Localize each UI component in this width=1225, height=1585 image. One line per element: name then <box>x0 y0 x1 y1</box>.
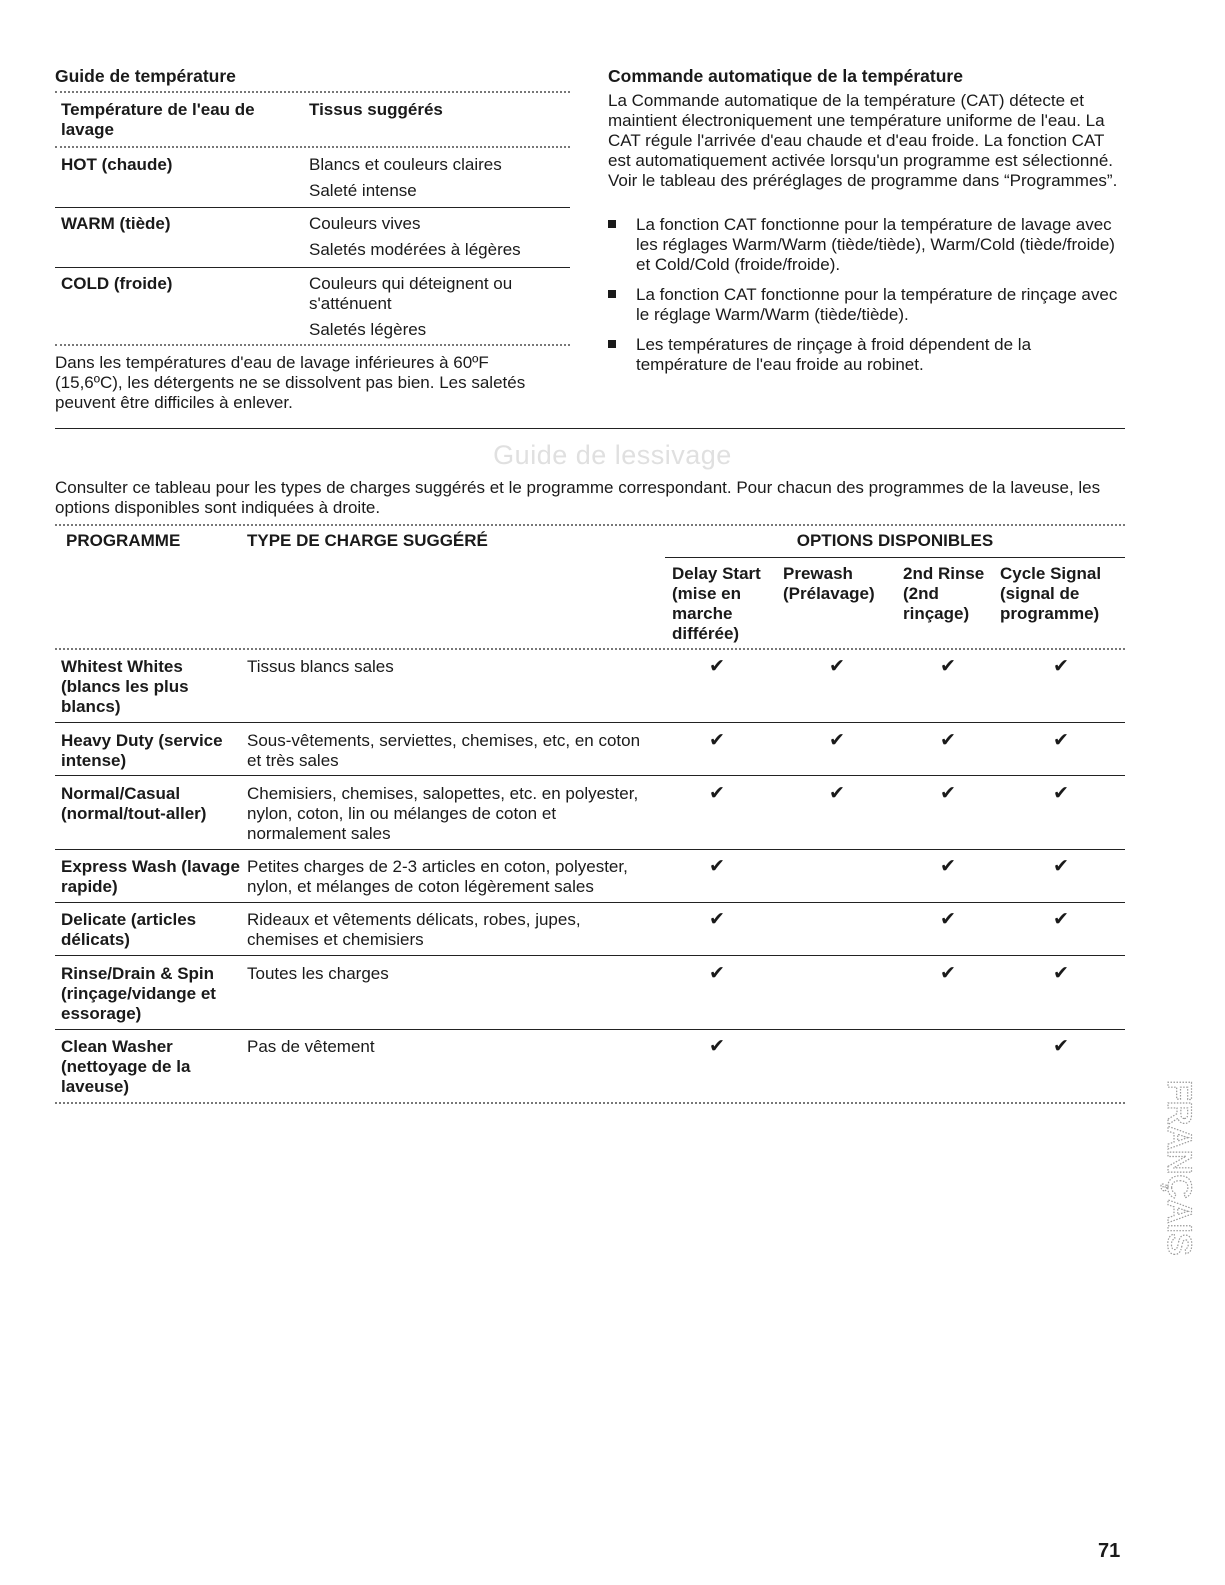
cat-title: Commande automatique de la température <box>608 66 963 86</box>
row-divider <box>55 902 1125 903</box>
temperature-label: HOT (chaude) <box>61 155 173 174</box>
check-icon: ✔ <box>1053 909 1069 930</box>
language-tab <box>1140 1080 1198 1350</box>
fabric-item: Couleurs qui déteignent ou s'atténuent <box>309 274 513 313</box>
list-item <box>608 335 1123 375</box>
program-load: Rideaux et vêtements délicats, robes, jupes, chemises et chemisiers <box>247 910 581 949</box>
divider <box>55 648 1125 650</box>
header-program: PROGRAMME <box>66 531 181 550</box>
program-load: Sous-vêtements, serviettes, chemises, etc, en coton et très sales <box>247 731 641 770</box>
header-options: OPTIONS DISPONIBLES <box>796 531 994 550</box>
fabric-item: Saleté intense <box>309 181 417 200</box>
temperature-label: WARM (tiède) <box>61 214 171 233</box>
program-load: Toutes les charges <box>247 964 389 983</box>
bullet-text: Les températures de rinçage à froid dépendent de la température de l'eau froide au robinet. <box>636 335 1032 374</box>
row-divider <box>55 722 1125 723</box>
program-load: Pas de vêtement <box>247 1037 375 1056</box>
row-divider <box>55 207 570 208</box>
check-icon: ✔ <box>940 963 956 984</box>
row-divider <box>55 775 1125 776</box>
check-icon: ✔ <box>709 856 725 877</box>
option-head-cycle-signal: Cycle Signal (signal de programme) <box>1000 564 1102 623</box>
header-load-type: TYPE DE CHARGE SUGGÉRÉ <box>247 531 488 550</box>
check-icon: ✔ <box>940 909 956 930</box>
check-icon: ✔ <box>1053 963 1069 984</box>
row-divider <box>55 849 1125 850</box>
check-icon: ✔ <box>829 730 845 751</box>
laundry-guide-intro: Consulter ce tableau pour les types de charges suggérés et le programme correspondant. Pour chacun des programmes de la laveuse, les options disponibles sont indiquées à droite. <box>55 478 1101 517</box>
cat-description: La Commande automatique de la température (CAT) détecte et maintient électroniquement une température uniforme de l'eau. La CAT régule l'arrivée d'eau chaude et d'eau froide. La fonction CAT est automatiquement activée lorsqu'un programme est sélectionné. Voir le tableau des préréglages de programme dans “Programmes”. <box>608 91 1118 190</box>
divider <box>55 91 570 93</box>
check-icon: ✔ <box>1053 1036 1069 1057</box>
row-divider <box>55 267 570 268</box>
program-load: Tissus blancs sales <box>247 657 394 676</box>
fabric-item: Couleurs vives <box>309 214 421 233</box>
header-water-temperature: Température de l'eau de lavage <box>61 100 255 139</box>
fabric-list <box>309 214 569 266</box>
row-divider <box>55 1029 1125 1030</box>
temperature-guide-title: Guide de température <box>55 66 236 86</box>
fabric-item: Blancs et couleurs claires <box>309 155 502 174</box>
option-head-delay-start: Delay Start (mise en marche différée) <box>672 564 761 643</box>
option-head-prewash: Prewash (Prélavage) <box>783 564 875 603</box>
row-divider <box>55 955 1125 956</box>
language-tab-label: FRANÇAIS <box>1160 1080 1198 1256</box>
check-icon: ✔ <box>940 656 956 677</box>
cat-bullet-list <box>608 215 1123 385</box>
program-load: Petites charges de 2-3 articles en coton, polyester, nylon, et mélanges de coton légèrement sales <box>247 857 628 896</box>
page-number: 71 <box>1098 1540 1121 1562</box>
check-icon: ✔ <box>709 730 725 751</box>
bullet-text: La fonction CAT fonctionne pour la température de rinçage avec le réglage Warm/Warm (tiède/tiède). <box>636 285 1118 324</box>
option-head-2nd-rinse: 2nd Rinse (2nd rinçage) <box>903 564 985 623</box>
program-name: Delicate (articles délicats) <box>61 910 197 949</box>
list-item <box>608 215 1123 275</box>
fabric-item: Saletés légères <box>309 320 427 339</box>
program-name: Clean Washer (nettoyage de la laveuse) <box>61 1037 191 1096</box>
program-load: Chemisiers, chemises, salopettes, etc. en polyester, nylon, coton, lin ou mélanges de coton et normalement sales <box>247 784 639 843</box>
check-icon: ✔ <box>709 963 725 984</box>
list-item <box>608 285 1123 325</box>
check-icon: ✔ <box>829 783 845 804</box>
check-icon: ✔ <box>940 856 956 877</box>
divider <box>55 344 570 346</box>
check-icon: ✔ <box>709 1036 725 1057</box>
bullet-text: La fonction CAT fonctionne pour la température de lavage avec les réglages Warm/Warm (tiède/tiède), Warm/Cold (tiède/froide) et Cold/Cold (froide/froide). <box>636 215 1115 274</box>
bullet-square-icon <box>608 340 616 348</box>
check-icon: ✔ <box>709 783 725 804</box>
check-icon: ✔ <box>1053 730 1069 751</box>
check-icon: ✔ <box>1053 656 1069 677</box>
check-icon: ✔ <box>940 730 956 751</box>
check-icon: ✔ <box>1053 856 1069 877</box>
divider <box>55 524 1125 526</box>
check-icon: ✔ <box>709 909 725 930</box>
temperature-note: Dans les températures d'eau de lavage inférieures à 60ºF (15,6ºC), les détergents ne se dissolvent pas bien. Les saletés peuvent être difficiles à enlever. <box>55 353 526 412</box>
program-name: Rinse/Drain & Spin (rinçage/vidange et essorage) <box>61 964 216 1023</box>
fabric-item: Saletés modérées à légères <box>309 240 521 259</box>
program-name: Express Wash (lavage rapide) <box>61 857 240 896</box>
program-name: Heavy Duty (service intense) <box>61 731 223 770</box>
check-icon: ✔ <box>1053 783 1069 804</box>
fabric-list <box>309 155 569 207</box>
language-tab-graphic <box>1140 1080 1198 1350</box>
temperature-label: COLD (froide) <box>61 274 173 293</box>
bullet-square-icon <box>608 220 616 228</box>
check-icon: ✔ <box>709 656 725 677</box>
options-header-rule <box>665 557 1125 558</box>
divider <box>55 1102 1125 1104</box>
fabric-list <box>309 274 569 346</box>
program-name: Whitest Whites (blancs les plus blancs) <box>61 657 189 716</box>
program-name: Normal/Casual (normal/tout-aller) <box>61 784 207 823</box>
check-icon: ✔ <box>940 783 956 804</box>
section-divider <box>55 428 1125 429</box>
divider <box>55 146 570 148</box>
check-icon: ✔ <box>829 656 845 677</box>
bullet-square-icon <box>608 290 616 298</box>
laundry-guide-title: Guide de lessivage <box>493 440 732 470</box>
header-suggested-fabrics: Tissus suggérés <box>309 100 443 119</box>
